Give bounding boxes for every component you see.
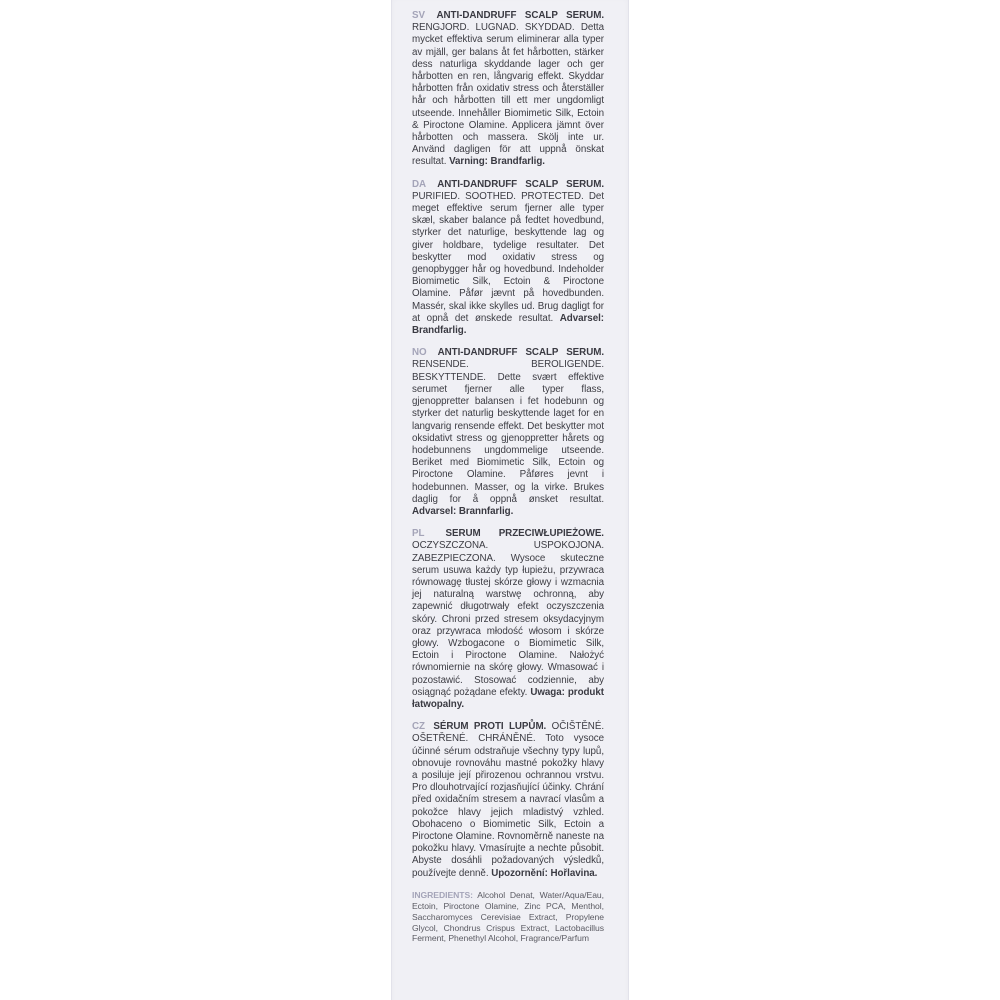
section-heading-sv: ANTI-DANDRUFF SCALP SERUM. xyxy=(436,10,604,21)
ingredients-text: Alcohol Denat, Water/Aqua/Eau, Ectoin, Piroctone Olamine, Zinc PCA, Menthol, Saccharomyces Cerevisiae Extract, Propylene Glycol, Chondrus Crispus Extract, Lactobacillus Ferment, Phenethyl Alcohol, Fragrance/Parfum xyxy=(412,889,604,944)
section-tagline-no: RENSENDE. BEROLIGENDE. BESKYTTENDE. xyxy=(412,359,604,383)
section-body-pl: Wysoce skuteczne serum usuwa każdy typ łupieżu, przywraca równowagę tłustej skórze głowy i wzmacnia jej naturalną warstwę ochronną, aby zapewnić długotrwały efekt oczyszczenia skóry. Chroni przed stresem oksydacyjnym oraz przywraca młodość włosom i skórze głowy. Wzbogacone o Biomimetic Silk, Ectoin i Piroctone Olamine. Nałożyć równomiernie na skórę głowy. Wmasować i pozostawić. Stosować codziennie, aby osiągnąć pożądane efekty. xyxy=(412,552,604,698)
section-warning-cz: Upozornění: Hořlavina. xyxy=(491,867,598,879)
section-heading-no: ANTI-DANDRUFF SCALP SERUM. xyxy=(437,347,604,359)
section-warning-pl: Uwaga: produkt łatwopalny. xyxy=(412,686,604,710)
product-text-column xyxy=(412,10,604,954)
section-body-no: Dette svært effektive serumet fjerner alle typer flass, gjenoppretter balansen i fet hodebunn og styrker det naturlig beskyttende laget for en langvarig rensende effekt. Det beskytter mot oksidativt stress og gjenoppretter hårets og hodebunnens ungdommelige utseende. Beriket med Biomimetic Silk, Ectoin og Piroctone Olamine. Påføres jevnt i hodebunnen. Masser, og la virke. Brukes daglig for å oppnå ønsket resultat. xyxy=(412,371,604,505)
ingredients-label: INGREDIENTS: xyxy=(412,889,473,900)
section-heading-cz: SÉRUM PROTI LUPŮM. xyxy=(433,721,547,733)
section-warning-da: Advarsel: Brandfarlig. xyxy=(412,312,604,337)
section-tagline-pl: OCZYSZCZONA. USPOKOJONA. ZABEZPIECZONA. xyxy=(412,540,604,564)
section-pl xyxy=(412,528,604,711)
section-tagline-da: PURIFIED. SOOTHED. PROTECTED. xyxy=(412,190,584,202)
language-code-pl: PL xyxy=(412,528,425,540)
section-warning-no: Advarsel: Brannfarlig. xyxy=(412,505,514,517)
section-body-da: Det meget effektive serum fjerner alle typer skæl, skaber balance på fedtet hovedbund, styrker det naturlige, beskyttende lag og giver holdbare, tydelige resultater. Det beskytter mod oxidativ stress og genopbygger hår og hovedbund. Indeholder Biomimetic Silk, Ectoin & Piroctone Olamine. Påfør jævnt på hovedbunden. Massér, skal ikke skylles ud. Brug dagligt for at opnå det ønskede resultat. xyxy=(412,190,604,324)
language-code-cz: CZ xyxy=(412,721,425,733)
section-tagline-sv: RENGJORD. LUGNAD. SKYDDAD. xyxy=(412,22,575,34)
section-heading-pl: SERUM PRZECIWŁUPIEŻOWE. xyxy=(445,528,604,540)
section-body-cz: Toto vysoce účinné sérum odstraňuje všechny typy lupů, obnovuje rovnováhu mastné pokožky hlavy a posiluje její přirozenou ochrannou vrstvu. Pro dlouhotrvající rozjasňující účinky. Chrání před oxidačním stresem a navrací vlasům a pokožce hlavy jejich mladistvý vzhled. Obohaceno o Biomimetic Silk, Ectoin a Piroctone Olamine. Rovnoměrně naneste na pokožku hlavy. Vmasírujte a nechte působit. Abyste dosáhli požadovaných výsledků, používejte denně. xyxy=(412,733,604,879)
language-code-no: NO xyxy=(412,347,427,359)
language-code-sv: SV xyxy=(412,10,425,21)
section-heading-da: ANTI-DANDRUFF SCALP SERUM. xyxy=(437,178,604,190)
ingredients-list xyxy=(412,890,604,945)
section-da xyxy=(412,179,604,338)
language-code-da: DA xyxy=(412,178,427,190)
section-tagline-cz: OČIŠTĚNÉ. OŠETŘENÉ. CHRÁNĚNÉ. xyxy=(412,721,604,745)
section-no xyxy=(412,347,604,518)
section-sv xyxy=(412,10,604,169)
section-cz xyxy=(412,721,604,880)
section-warning-sv: Varning: Brandfarlig. xyxy=(449,156,545,168)
section-body-sv: Detta mycket effektiva serum eliminerar alla typer av mjäll, ger balans åt fet hårbotten, stärker dess naturliga skyddande lager och ger hårbotten en ren, långvarig effekt. Skyddar hårbotten från oxidativ stress och återställer hår och hårbotten till ett mer ungdomligt utseende. Innehåller Biomimetic Silk, Ectoin & Piroctone Olamine. Applicera jämnt över hårbotten och massera. Skölj inte ur. Använd dagligen för att uppnå önskat resultat. xyxy=(412,22,604,168)
